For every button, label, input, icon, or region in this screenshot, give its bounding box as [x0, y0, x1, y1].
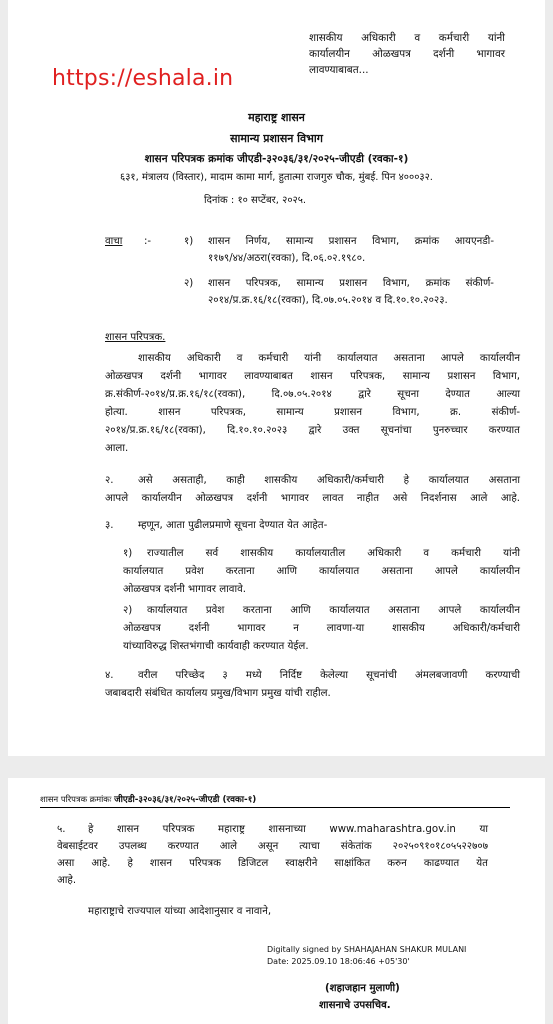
page2-header: [40, 793, 256, 805]
subject-block: [309, 30, 505, 78]
document-page-1: [8, 0, 545, 756]
department-name: सामान्य प्रशासन विभाग: [230, 132, 323, 145]
instruction-line: राज्यातील सर्व शासकीय कार्यालयातील अधिकारी व कर्मचारी यांनी: [147, 548, 520, 559]
para4-line: जबाबदारी संबंधित कार्यालय प्रमुख/विभाग प्रमुख यांची राहील.: [105, 688, 331, 699]
para4-number: ४.: [105, 670, 114, 681]
refs-separator: :-: [144, 236, 152, 247]
para1-line: आला.: [105, 443, 129, 454]
para1-line: क्र.संकीर्ण-२०१४/प्र.क्र.१६/१८(रवका), दि.०७.०५.२०१४ द्वारे सूचना देण्यात आल्या: [105, 389, 520, 400]
subject-line: शासकीय अधिकारी व कर्मचारी यांनी: [309, 32, 505, 44]
subject-line: लावण्याबाबत...: [309, 64, 369, 76]
para2-line: असे असताही, काही शासकीय अधिकारी/कर्मचारी हे कार्यालयात असताना: [138, 475, 520, 486]
para3-number: ३.: [105, 520, 114, 531]
ref-text: ११७९/४४/अठरा(रवका), दि.०६.०२.१९८०.: [208, 253, 366, 264]
para5-number: ५.: [57, 824, 66, 835]
circular-date: दिनांक : १० सप्टेंबर, २०२५.: [204, 195, 307, 206]
office-address: ६३१, मंत्रालय (विस्तार), मादाम कामा मार्ग, हुतात्मा राजगुरु चौक, मुंबई. पिन ४०००३२.: [120, 172, 433, 183]
instruction-line: कार्यालयात प्रवेश करताना आणि कार्यालयात असताना आपले कार्यालयीन: [147, 605, 520, 616]
ref-text: शासन परिपत्रक, सामान्य प्रशासन विभाग, क्रमांक संकीर्ण-: [208, 278, 494, 289]
ref-number: १): [184, 236, 194, 247]
instruction-line: यांच्याविरुद्ध शिस्तभंगाची कार्यवाही करण्यात येईल.: [123, 641, 309, 652]
para1-line: शासकीय अधिकारी व कर्मचारी यांनी कार्यालयात असताना आपले कार्यालयीन: [138, 353, 520, 364]
circular-title: शासन परिपत्रक क्रमांक जीएडी-३२०३६/३१/२०२५-जीएडी (रवका-१): [144, 153, 409, 165]
ref-number: २): [184, 278, 194, 289]
para1-line: २०१४/प्र.क्र.१६/१८(रवका), दि.१०.१०.२०२३ द्वारे उक्त सूचनांचा पुनरुच्चार करण्यात: [105, 425, 520, 436]
para2-line: आपले कार्यालयीन ओळखपत्र दर्शनी भागावर लावत नाहीत असे निदर्शनास आले आहे.: [105, 493, 520, 504]
page2-header-label: शासन परिपत्रक क्रमांकः: [40, 794, 112, 804]
para1-line: ओळखपत्र दर्शनी भागावर लावण्याबाबत शासन परिपत्रक, सामान्य प्रशासन विभाग,: [105, 371, 520, 382]
para2-number: २.: [105, 475, 114, 486]
ref-text: २०१४/प्र.क्र.१६/१८(रवका), दि.०७.०५.२०१४ व दि.१०.१०.२०२३.: [208, 295, 448, 306]
government-name: महाराष्ट्र शासन: [248, 111, 305, 124]
instruction-number: १): [123, 548, 133, 559]
instruction-number: २): [123, 605, 133, 616]
signatory-name: (शहाजहान मुलाणी): [325, 983, 400, 994]
refs-label: वाचा: [105, 236, 123, 247]
para5-line: हे शासन परिपत्रक महाराष्ट्र शासनाच्या www.maharashtra.gov.in या: [88, 824, 488, 835]
para3-text: म्हणून, आता पुढीलप्रमाणे सूचना देण्यात येत आहेत-: [138, 520, 328, 531]
para4-line: वरील परिच्छेद ३ मध्ये निर्दिष्ट केलेल्या सूचनांची अंमलबजावणी करण्याची: [138, 670, 520, 681]
document-page-2: [8, 778, 545, 1024]
header-divider: [40, 807, 510, 808]
watermark-link[interactable]: https://eshala.in: [52, 66, 234, 91]
digital-signature-line: Digitally signed by SHAHAJAHAN SHAKUR MULANI: [267, 945, 467, 954]
instruction-line: कार्यालयात प्रवेश करताना आणि कार्यालयात असताना आपले कार्यालयीन: [123, 566, 520, 577]
digital-signature-date: Date: 2025.09.10 18:06:46 +05'30': [267, 957, 410, 966]
para1-line: होत्या. शासन परिपत्रक, सामान्य प्रशासन विभाग, क्र. संकीर्ण-: [105, 407, 520, 418]
signatory-title: शासनाचे उपसचिव.: [319, 1000, 391, 1011]
ref-text: शासन निर्णय, सामान्य प्रशासन विभाग, क्रमांक आयएनडी-: [208, 236, 494, 247]
section-heading: शासन परिपत्रक.: [105, 332, 166, 343]
instruction-line: ओळखपत्र दर्शनी भागावर न लावणा-या शासकीय अधिकारी/कर्मचारी: [123, 623, 520, 634]
instruction-line: ओळखपत्र दर्शनी भागावर लावावे.: [123, 584, 247, 595]
closing-text: महाराष्ट्राचे राज्यपाल यांच्या आदेशानुसार व नावाने,: [88, 906, 272, 917]
subject-line: कार्यालयीन ओळखपत्र दर्शनी भागावर: [309, 48, 505, 60]
para5-line: आहे.: [57, 875, 77, 886]
para5-line: असा आहे. हे शासन परिपत्रक डिजिटल स्वाक्षरीने साक्षांकित करुन काढण्यात येत: [57, 858, 488, 869]
para5-line: वेबसाईटवर उपलब्ध करण्यात आले असून त्याचा संकेतांक २०२५०९१०१८०५५२२७०७: [57, 841, 488, 852]
page2-header-number: जीएडी-३२०३६/३१/२०२५-जीएडी (रवका-१): [114, 795, 257, 805]
